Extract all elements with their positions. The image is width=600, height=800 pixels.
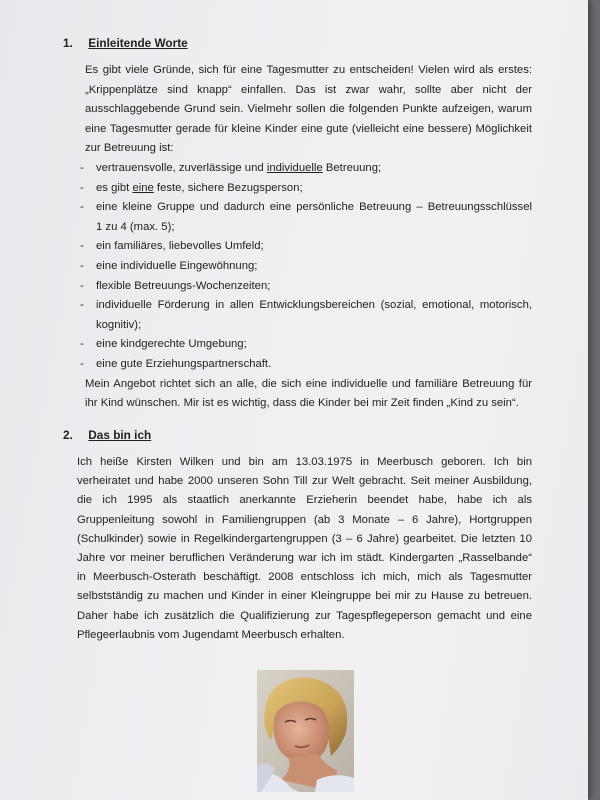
list-item-text: ein familiäres, liebevolles Umfeld; — [96, 240, 264, 253]
closing-paragraph — [85, 375, 532, 414]
list-item — [80, 198, 532, 237]
list-item-text: eine gute Erziehungspartnerschaft. — [96, 357, 272, 370]
list-item-underlined: eine — [132, 181, 154, 194]
about-line: Pflegeerlaubnis vom Jugendamt Meerbusch erhalten. — [77, 628, 345, 641]
section-1-body — [80, 61, 532, 414]
list-item-text: flexible Betreuungs-Wochenzeiten; — [96, 279, 271, 292]
list-item — [80, 179, 532, 199]
about-line: die ich 1995 als staatlich anerkannte Erzieherin beendet habe, habe ich als — [77, 494, 532, 507]
list-item-text: feste, sichere Bezugsperson; — [153, 181, 303, 194]
section-2-body — [77, 453, 532, 645]
portrait-image — [257, 670, 354, 792]
list-item — [80, 355, 532, 375]
section-1-number: 1. — [63, 36, 73, 50]
intro-line: ausschlaggebende Grund sein. Vielmehr sollen die folgenden Punkte aufzeigen, warum — [85, 103, 532, 116]
about-paragraph — [77, 453, 532, 645]
intro-line: Es gibt viele Gründe, sich für eine Tagesmutter zu entscheiden! Vielen wird als erstes: — [85, 64, 532, 76]
portrait-photo — [257, 670, 354, 792]
list-item-text: eine individuelle Eingewöhnung; — [96, 259, 258, 272]
list-item-text: Betreuung; — [322, 161, 382, 174]
bullet-marker: - — [80, 201, 84, 214]
list-item-text: vertrauensvolle, zuverlässige und — [96, 161, 267, 174]
about-line: Gruppenleitung sowohl in Familiengruppen (ab 3 Monate – 6 Jahre), Hortgruppen — [77, 513, 532, 526]
intro-line: „Krippenplätze sind knapp“ einfallen. Das ist zwar wahr, sollte aber nicht der — [85, 83, 532, 96]
bullet-marker: - — [80, 181, 84, 194]
intro-line: zur Betreuung ist: — [85, 142, 174, 155]
about-line: selbstständig zu machen und Kinder in einer Kleingruppe bei mir zu Hause zu betreuen. — [77, 590, 532, 603]
bullet-marker: - — [80, 161, 84, 174]
section-2-number: 2. — [63, 428, 73, 442]
bullet-marker: - — [80, 357, 84, 370]
about-line: verheiratet und habe 2000 unseren Sohn Till zur Welt gebracht. Seit meiner Ausbildung, — [77, 475, 532, 488]
about-line: Jahre vor meiner beruflichen Veränderung war ich im städt. Kindergarten „Rasselbande“ — [77, 552, 532, 565]
list-item-underlined: individuelle — [266, 161, 323, 174]
bullet-marker: - — [80, 259, 84, 272]
closing-line: ihr Kind wünschen. Mir ist es wichtig, dass die Kinder bei mir Zeit finden „Kind zu sein“. — [85, 397, 519, 410]
section-1-title: Einleitende Worte — [88, 36, 188, 50]
reasons-list — [80, 159, 532, 375]
intro-line: eine Tagesmutter gerade für kleine Kinder eine gute (vielleicht eine bessere) Möglichkeit — [85, 122, 532, 135]
list-item-continuation: kognitiv); — [96, 318, 142, 331]
about-line: in Meerbusch-Osterath beschäftigt. 2008 entschloss ich mich, mich als Tagesmutter — [77, 571, 532, 584]
list-item-text: eine kindgerechte Umgebung; — [96, 338, 247, 351]
section-2-heading — [63, 426, 151, 446]
bullet-marker: - — [80, 338, 84, 351]
list-item-text: eine kleine Gruppe und dadurch eine persönliche Betreuung – Betreuungsschlüssel — [96, 201, 532, 214]
bullet-marker: - — [80, 299, 84, 312]
intro-paragraph — [85, 61, 532, 159]
about-line: (Schulkinder) sowie in Regelkindergartengruppen (3 – 6 Jahre) gearbeitet. Die letzten 10 — [77, 532, 532, 545]
list-item-text: individuelle Förderung in allen Entwicklungsbereichen (sozial, emotional, motorisch, — [96, 299, 532, 312]
list-item — [80, 335, 532, 355]
section-2-title: Das bin ich — [88, 428, 152, 442]
bullet-marker: - — [80, 279, 84, 292]
list-item-text: es gibt — [96, 181, 133, 194]
section-1-heading — [63, 34, 188, 54]
list-item — [80, 159, 532, 179]
list-item — [80, 257, 532, 277]
list-item — [80, 237, 532, 257]
list-item — [80, 296, 532, 335]
about-line: Ich heiße Kirsten Wilken und bin am 13.03.1975 in Meerbusch geboren. Ich bin — [77, 456, 532, 468]
list-item-continuation: 1 zu 4 (max. 5); — [96, 220, 175, 233]
bullet-marker: - — [80, 240, 84, 253]
list-item — [80, 277, 532, 297]
about-line: Daher habe ich zusätzlich die Qualifizierung zur Tagespflegeperson gemacht und eine — [77, 609, 532, 622]
closing-line: Mein Angebot richtet sich an alle, die sich eine individuelle und familiäre Betreuung für — [85, 377, 532, 390]
